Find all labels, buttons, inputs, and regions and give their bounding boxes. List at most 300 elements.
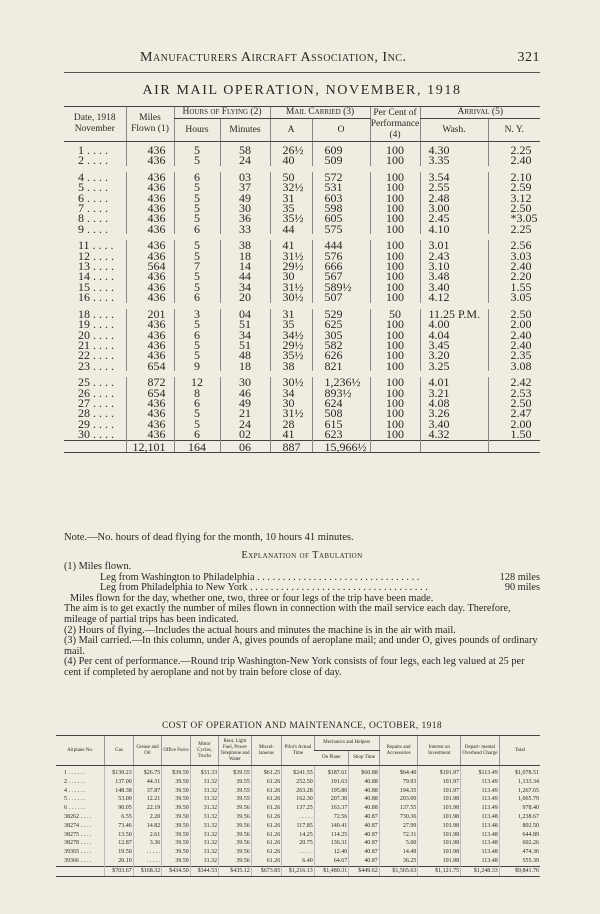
cost-h-repairs: Repairs and Accessories bbox=[379, 736, 418, 766]
cost-cell: 101.98 bbox=[418, 848, 461, 857]
mail-a-cell: 44 bbox=[270, 224, 312, 234]
cost-cell: 3.36 bbox=[133, 839, 161, 848]
ny-arrival-cell: 3.03 bbox=[488, 251, 540, 261]
col-wash-header: Wash. bbox=[420, 119, 488, 142]
hours-cell: 5 bbox=[174, 282, 220, 292]
mail-o-cell: 624 bbox=[312, 398, 370, 408]
ny-arrival-cell: 2.40 bbox=[488, 330, 540, 340]
wash-arrival-cell: 3.01 bbox=[420, 240, 488, 250]
cost-cell: 252.50 bbox=[282, 778, 315, 787]
percent-cell: 100 bbox=[370, 182, 420, 192]
mail-o-cell: 444 bbox=[312, 240, 370, 250]
percent-cell: 100 bbox=[370, 350, 420, 360]
wash-arrival-cell: 2.45 bbox=[420, 213, 488, 223]
cost-cell: 113.49 bbox=[461, 778, 500, 787]
cost-cell: 14.25 bbox=[282, 831, 315, 840]
col-mail-carried-header: Mail Carried (3) bbox=[270, 107, 370, 119]
running-head bbox=[140, 50, 540, 66]
wash-arrival-cell: 2.43 bbox=[420, 251, 488, 261]
mail-o-cell: 623 bbox=[312, 429, 370, 440]
table-row bbox=[64, 377, 540, 387]
cost-h-shop-time: Shop Time bbox=[349, 751, 380, 766]
mail-o-cell: 567 bbox=[312, 271, 370, 281]
mail-o-cell: 625 bbox=[312, 319, 370, 329]
cost-cell: $39.50 bbox=[162, 766, 190, 778]
cost-h-gas: Gas bbox=[105, 736, 133, 766]
cost-cell: 163.37 bbox=[314, 804, 349, 813]
hours-cell: 5 bbox=[174, 142, 220, 156]
minutes-cell: 49 bbox=[220, 193, 270, 203]
miles-cell: 436 bbox=[126, 203, 174, 213]
cost-cell: 113.48 bbox=[461, 839, 500, 848]
dead-flying-note: Note.—No. hours of dead flying for the month, 10 hours 41 minutes. bbox=[64, 532, 354, 543]
date-cell: 13 . . . . bbox=[78, 259, 114, 274]
ny-arrival-cell: 3.12 bbox=[488, 193, 540, 203]
hours-cell: 6 bbox=[174, 429, 220, 440]
cost-total-cell: $1,480.31 bbox=[314, 866, 349, 876]
table-row bbox=[64, 261, 540, 271]
minutes-cell: 49 bbox=[220, 398, 270, 408]
mail-o-cell: 821 bbox=[312, 361, 370, 371]
miles-cell: 436 bbox=[126, 155, 174, 165]
wash-arrival-cell: 3.35 bbox=[420, 155, 488, 165]
miles-cell: 872 bbox=[126, 377, 174, 387]
cost-cell: 40.87 bbox=[349, 848, 380, 857]
cost-cell: 39.50 bbox=[162, 857, 190, 866]
cost-cell: 53.00 bbox=[105, 795, 133, 804]
mail-o-cell: 626 bbox=[312, 350, 370, 360]
mail-o-cell: 605 bbox=[312, 213, 370, 223]
explanation-item2: (2) Hours of flying.—Includes the actual hours and minutes the machine is in the air with mail. bbox=[64, 624, 456, 636]
cost-cell: $61.25 bbox=[251, 766, 282, 778]
cost-cell: 101.98 bbox=[418, 857, 461, 866]
cost-cell: 978.40 bbox=[499, 804, 540, 813]
airplane-number-cell: 5 . . . . . . bbox=[64, 796, 85, 803]
percent-cell: 100 bbox=[370, 261, 420, 271]
mail-o-cell: 576 bbox=[312, 251, 370, 261]
cost-cell: 40.87 bbox=[349, 857, 380, 866]
explanation-item3: (3) Mail carried.—In this column, under A, gives pounds of aeroplane mail; and under O, gives pounds of ordinary mail. bbox=[64, 635, 538, 657]
miles-cell: 436 bbox=[126, 429, 174, 440]
cost-cell: 6.55 bbox=[105, 813, 133, 822]
minutes-cell: 58 bbox=[220, 142, 270, 156]
cost-totals-row bbox=[56, 866, 540, 876]
date-cell: 6 . . . . bbox=[78, 190, 108, 205]
cost-cell: 36.25 bbox=[379, 857, 418, 866]
hours-cell: 5 bbox=[174, 251, 220, 261]
cost-cell: 61.26 bbox=[251, 848, 282, 857]
hours-cell: 8 bbox=[174, 388, 220, 398]
cost-cell: $187.61 bbox=[314, 766, 349, 778]
miles-cell: 436 bbox=[126, 330, 174, 340]
date-cell: 29 . . . . bbox=[78, 416, 114, 431]
cost-cell: 39.50 bbox=[162, 778, 190, 787]
running-title: Manufacturers Aircraft Association, Inc. bbox=[140, 50, 407, 65]
cost-total-cell: $1,121.75 bbox=[418, 866, 461, 876]
ny-arrival-cell: 2.47 bbox=[488, 408, 540, 418]
mail-o-cell: 598 bbox=[312, 203, 370, 213]
cost-cell: 114.25 bbox=[314, 831, 349, 840]
totals-row bbox=[64, 440, 540, 452]
header-rule bbox=[64, 72, 540, 73]
ny-arrival-cell: 2.50 bbox=[488, 309, 540, 319]
cost-cell: $39.55 bbox=[219, 766, 252, 778]
cost-cell: 19.50 bbox=[105, 848, 133, 857]
date-cell: 30 . . . . bbox=[78, 427, 114, 442]
mail-o-cell: 609 bbox=[312, 142, 370, 156]
wash-arrival-cell: 4.32 bbox=[420, 429, 488, 440]
percent-cell: 100 bbox=[370, 203, 420, 213]
cost-h-interest: Interest on Investment bbox=[418, 736, 461, 766]
ny-arrival-cell: 2.00 bbox=[488, 419, 540, 429]
percent-cell: 100 bbox=[370, 398, 420, 408]
wash-arrival-cell: 3.54 bbox=[420, 172, 488, 182]
cost-cell: 101.97 bbox=[418, 787, 461, 796]
cost-cell: 61.26 bbox=[251, 795, 282, 804]
cost-cell: . . . . . bbox=[282, 848, 315, 857]
miles-cell: 436 bbox=[126, 213, 174, 223]
hours-cell: 5 bbox=[174, 419, 220, 429]
mail-a-cell: 31 bbox=[270, 309, 312, 319]
miles-cell: 436 bbox=[126, 142, 174, 156]
miles-cell: 436 bbox=[126, 419, 174, 429]
cost-cell: 39.50 bbox=[162, 848, 190, 857]
cost-cell: 39.56 bbox=[219, 813, 252, 822]
mail-a-cell: 32½ bbox=[270, 182, 312, 192]
mail-a-cell: 30 bbox=[270, 398, 312, 408]
miles-cell: 436 bbox=[126, 251, 174, 261]
col-o-header: O bbox=[312, 119, 370, 142]
cost-h-misc: Miscel- laneous bbox=[251, 736, 282, 766]
cost-cell: 31.32 bbox=[190, 787, 218, 796]
table-row bbox=[64, 213, 540, 223]
mail-a-cell: 31½ bbox=[270, 251, 312, 261]
total-percent-cell bbox=[370, 440, 420, 452]
wash-arrival-cell: 4.04 bbox=[420, 330, 488, 340]
percent-cell: 100 bbox=[370, 193, 420, 203]
cost-cell: 39.50 bbox=[162, 787, 190, 796]
minutes-cell: 48 bbox=[220, 350, 270, 360]
cost-cell: 31.32 bbox=[190, 848, 218, 857]
cost-cell: 5.00 bbox=[379, 839, 418, 848]
hours-cell: 5 bbox=[174, 271, 220, 281]
cost-cell: 44.31 bbox=[133, 778, 161, 787]
cost-row bbox=[56, 787, 540, 796]
cost-table-title: COST OF OPERATION AND MAINTENANCE, OCTOBER, 1918 bbox=[161, 721, 443, 731]
ny-arrival-cell: 3.05 bbox=[488, 292, 540, 302]
cost-total-cell: $703.67 bbox=[105, 866, 133, 876]
cost-total-cell: $449.62 bbox=[349, 866, 380, 876]
cost-cell: 162.30 bbox=[282, 795, 315, 804]
cost-cell: 117.85 bbox=[282, 822, 315, 831]
miles-cell: 436 bbox=[126, 292, 174, 302]
cost-cell: 13.50 bbox=[105, 831, 133, 840]
minutes-cell: 51 bbox=[220, 340, 270, 350]
ny-arrival-cell: 2.59 bbox=[488, 182, 540, 192]
total-mail-o-cell: 15,966½ bbox=[312, 440, 370, 452]
col-hours-header: Hours bbox=[174, 119, 220, 142]
percent-cell: 100 bbox=[370, 142, 420, 156]
date-cell: 2 . . . . bbox=[78, 153, 108, 168]
col-date-header: Date, 1918 November bbox=[64, 107, 126, 142]
cost-cell: 61.26 bbox=[251, 804, 282, 813]
cost-row bbox=[56, 804, 540, 813]
date-cell: 19 . . . . bbox=[78, 317, 114, 332]
total-minutes-cell: 06 bbox=[220, 440, 270, 452]
cost-total-cell: $1,216.13 bbox=[282, 866, 315, 876]
wash-arrival-cell: 2.55 bbox=[420, 182, 488, 192]
cost-cell: 39.50 bbox=[162, 822, 190, 831]
cost-cell: 730.36 bbox=[379, 813, 418, 822]
cost-cell: 39.56 bbox=[219, 822, 252, 831]
wash-arrival-cell: 3.40 bbox=[420, 419, 488, 429]
wash-arrival-cell: 4.12 bbox=[420, 292, 488, 302]
mail-o-cell: 582 bbox=[312, 340, 370, 350]
cost-cell: 31.32 bbox=[190, 831, 218, 840]
cost-cell: 137.25 bbox=[282, 804, 315, 813]
ny-arrival-cell: 2.25 bbox=[488, 224, 540, 234]
cost-cell: 79.93 bbox=[379, 778, 418, 787]
cost-cell: 72.31 bbox=[379, 831, 418, 840]
percent-cell: 100 bbox=[370, 388, 420, 398]
cost-h-airplane: Airplane No. bbox=[56, 736, 105, 766]
leg1-label: Leg from Washington to Philadelphia . . . . . . . . . . . . . . . . . . . . . . . . . . . . . . . . bbox=[100, 571, 420, 583]
cost-cell: 39.50 bbox=[162, 804, 190, 813]
cost-cell: 61.26 bbox=[251, 831, 282, 840]
airplane-number-cell: 38275 . . . . bbox=[64, 831, 91, 838]
table-row bbox=[64, 142, 540, 156]
percent-cell: 100 bbox=[370, 271, 420, 281]
cost-cell: $1,078.51 bbox=[499, 766, 540, 778]
hours-cell: 5 bbox=[174, 350, 220, 360]
cost-h-overhead: Depart- mental Overhead Charge bbox=[461, 736, 500, 766]
cost-cell: 72.56 bbox=[314, 813, 349, 822]
hours-cell: 6 bbox=[174, 398, 220, 408]
total-miles-cell: 12,101 bbox=[126, 440, 174, 452]
wash-arrival-cell: 11.25 P.M. bbox=[420, 309, 488, 319]
minutes-cell: 21 bbox=[220, 408, 270, 418]
cost-cell: 113.48 bbox=[461, 822, 500, 831]
col-a-header: A bbox=[270, 119, 312, 142]
mail-a-cell: 34 bbox=[270, 388, 312, 398]
cost-h-grease: Grease and Oil bbox=[133, 736, 161, 766]
cost-cell: 148.38 bbox=[105, 787, 133, 796]
date-cell: 25 . . . . bbox=[78, 375, 114, 390]
mail-o-cell: 531 bbox=[312, 182, 370, 192]
cost-row bbox=[56, 795, 540, 804]
cost-cell: 90.05 bbox=[105, 804, 133, 813]
explanation-para2: The aim is to get exactly the number of miles flown in connection with the mail service each day. Therefore, mileage of partial trips has been indicated. bbox=[64, 603, 511, 625]
mail-a-cell: 35½ bbox=[270, 213, 312, 223]
cost-cell: $64.40 bbox=[379, 766, 418, 778]
cost-cell: 61.26 bbox=[251, 822, 282, 831]
air-mail-table bbox=[64, 106, 540, 453]
date-cell: 4 . . . . bbox=[78, 169, 108, 184]
cost-cell: 39.50 bbox=[162, 795, 190, 804]
hours-cell: 5 bbox=[174, 193, 220, 203]
total-mail-a-cell: 887 bbox=[270, 440, 312, 452]
cost-cell: 39.56 bbox=[219, 857, 252, 866]
cost-cell: 40.87 bbox=[349, 831, 380, 840]
mail-a-cell: 41 bbox=[270, 240, 312, 250]
cost-cell: 113.49 bbox=[461, 787, 500, 796]
percent-cell: 100 bbox=[370, 408, 420, 418]
cost-cell: 136.31 bbox=[314, 839, 349, 848]
cost-cell: 12.21 bbox=[133, 795, 161, 804]
total-date-cell bbox=[64, 440, 126, 452]
wash-arrival-cell: 4.30 bbox=[420, 142, 488, 156]
cost-cell: 207.30 bbox=[314, 795, 349, 804]
wash-arrival-cell: 4.01 bbox=[420, 377, 488, 387]
mail-o-cell: 529 bbox=[312, 309, 370, 319]
cost-cell: 20.75 bbox=[282, 839, 315, 848]
cost-cell: 113.48 bbox=[461, 813, 500, 822]
ny-arrival-cell: 2.25 bbox=[488, 142, 540, 156]
ny-arrival-cell: 2.00 bbox=[488, 319, 540, 329]
cost-cell: 40.87 bbox=[349, 839, 380, 848]
airplane-number-cell: 1 . . . . . . bbox=[64, 770, 85, 776]
airplane-number-cell: 39365 . . . . bbox=[64, 849, 91, 856]
date-cell: 15 . . . . bbox=[78, 279, 114, 294]
wash-arrival-cell: 3.26 bbox=[420, 408, 488, 418]
ny-arrival-cell: 2.50 bbox=[488, 398, 540, 408]
hours-cell: 5 bbox=[174, 182, 220, 192]
cost-cell: . . . . . bbox=[282, 813, 315, 822]
cost-cell: 40.87 bbox=[349, 822, 380, 831]
minutes-cell: 03 bbox=[220, 172, 270, 182]
ny-arrival-cell: 3.08 bbox=[488, 361, 540, 371]
cost-cell: 137.55 bbox=[379, 804, 418, 813]
mail-a-cell: 30½ bbox=[270, 292, 312, 302]
miles-cell: 436 bbox=[126, 193, 174, 203]
percent-cell: 100 bbox=[370, 240, 420, 250]
cost-row bbox=[56, 831, 540, 840]
miles-cell: 654 bbox=[126, 361, 174, 371]
wash-arrival-cell: 3.21 bbox=[420, 388, 488, 398]
page-number: 321 bbox=[517, 50, 540, 65]
cost-cell: 39.55 bbox=[219, 778, 252, 787]
airplane-number-cell: 6 . . . . . . bbox=[64, 805, 85, 812]
cost-h-office: Office Force bbox=[162, 736, 190, 766]
percent-cell: 100 bbox=[370, 292, 420, 302]
date-cell: 8 . . . . bbox=[78, 211, 108, 226]
cost-cell: 73.46 bbox=[105, 822, 133, 831]
minutes-cell: 38 bbox=[220, 240, 270, 250]
cost-cell: 31.32 bbox=[190, 822, 218, 831]
ny-arrival-cell: 2.40 bbox=[488, 340, 540, 350]
cost-cell: 101.98 bbox=[418, 831, 461, 840]
cost-cell: 39.56 bbox=[219, 804, 252, 813]
miles-cell: 436 bbox=[126, 319, 174, 329]
date-cell: 11 . . . . bbox=[78, 238, 114, 253]
percent-cell: 100 bbox=[370, 419, 420, 429]
explanation-item4: (4) Per cent of performance.—Round trip Washington-New York consists of four legs, each leg valued at 25 per cent if completed by aeroplane and not by train before close of day. bbox=[64, 656, 525, 678]
miles-cell: 436 bbox=[126, 350, 174, 360]
hours-cell: 3 bbox=[174, 309, 220, 319]
hours-cell: 12 bbox=[174, 377, 220, 387]
page-title: AIR MAIL OPERATION, NOVEMBER, 1918 bbox=[142, 83, 462, 98]
cost-cell: 802.50 bbox=[499, 822, 540, 831]
minutes-cell: 18 bbox=[220, 251, 270, 261]
cost-cell: 31.32 bbox=[190, 804, 218, 813]
cost-total-cell: $168.32 bbox=[133, 866, 161, 876]
col-percent-header: Per Cent of Performance (4) bbox=[370, 107, 420, 140]
airplane-number-cell: 4 . . . . . . bbox=[64, 787, 85, 794]
mail-a-cell: 31½ bbox=[270, 408, 312, 418]
hours-cell: 5 bbox=[174, 408, 220, 418]
table-row bbox=[64, 429, 540, 440]
col-hours-flying-header: Hours of Flying (2) bbox=[174, 107, 270, 119]
miles-cell: 201 bbox=[126, 309, 174, 319]
minutes-cell: 36 bbox=[220, 213, 270, 223]
cost-cell: 61.26 bbox=[251, 778, 282, 787]
date-cell: 14 . . . . bbox=[78, 269, 114, 284]
cost-cell: 1,267.65 bbox=[499, 787, 540, 796]
date-cell: 1 . . . . bbox=[78, 143, 108, 157]
mail-o-cell: 508 bbox=[312, 408, 370, 418]
minutes-cell: 30 bbox=[220, 203, 270, 213]
date-cell: 23 . . . . bbox=[78, 358, 114, 373]
cost-cell: 263.28 bbox=[282, 787, 315, 796]
cost-cell: 203.00 bbox=[379, 795, 418, 804]
table-row bbox=[64, 224, 540, 234]
mail-a-cell: 35 bbox=[270, 319, 312, 329]
mail-a-cell: 29½ bbox=[270, 340, 312, 350]
cost-row bbox=[56, 766, 540, 778]
ny-arrival-cell: 2.35 bbox=[488, 350, 540, 360]
mail-o-cell: 509 bbox=[312, 155, 370, 165]
cost-cell: 39.50 bbox=[162, 813, 190, 822]
mail-o-cell: 615 bbox=[312, 419, 370, 429]
cost-cell: 195.80 bbox=[314, 787, 349, 796]
cost-h-rent: Rent, Light Fuel, Power Telephone and Water bbox=[219, 736, 252, 766]
percent-cell: 100 bbox=[370, 213, 420, 223]
cost-cell: 31.32 bbox=[190, 795, 218, 804]
percent-cell: 100 bbox=[370, 377, 420, 387]
hours-cell: 7 bbox=[174, 261, 220, 271]
cost-cell: 113.48 bbox=[461, 857, 500, 866]
cost-cell: 644.89 bbox=[499, 831, 540, 840]
mail-a-cell: 35½ bbox=[270, 350, 312, 360]
cost-row bbox=[56, 839, 540, 848]
cost-cell: 39.56 bbox=[219, 848, 252, 857]
cost-cell: 101.98 bbox=[418, 839, 461, 848]
cost-table bbox=[56, 735, 540, 877]
miles-cell: 436 bbox=[126, 182, 174, 192]
minutes-cell: 37 bbox=[220, 182, 270, 192]
cost-cell: 14.49 bbox=[379, 848, 418, 857]
cost-cell: 113.48 bbox=[461, 831, 500, 840]
miles-cell: 436 bbox=[126, 172, 174, 182]
date-cell: 28 . . . . bbox=[78, 406, 114, 421]
cost-row bbox=[56, 822, 540, 831]
minutes-cell: 34 bbox=[220, 282, 270, 292]
explanation-text bbox=[64, 562, 540, 679]
wash-arrival-cell: 3.00 bbox=[420, 203, 488, 213]
hours-cell: 5 bbox=[174, 203, 220, 213]
wash-arrival-cell: 3.20 bbox=[420, 350, 488, 360]
col-minutes-header: Minutes bbox=[220, 119, 270, 142]
ny-arrival-cell: 2.42 bbox=[488, 377, 540, 387]
cost-cell: 40.88 bbox=[349, 778, 380, 787]
cost-cell: 64.67 bbox=[314, 857, 349, 866]
mail-o-cell: 603 bbox=[312, 193, 370, 203]
mail-o-cell: 666 bbox=[312, 261, 370, 271]
cost-cell: 191.63 bbox=[314, 778, 349, 787]
percent-cell: 100 bbox=[370, 340, 420, 350]
minutes-cell: 33 bbox=[220, 224, 270, 234]
mail-o-cell: 572 bbox=[312, 172, 370, 182]
